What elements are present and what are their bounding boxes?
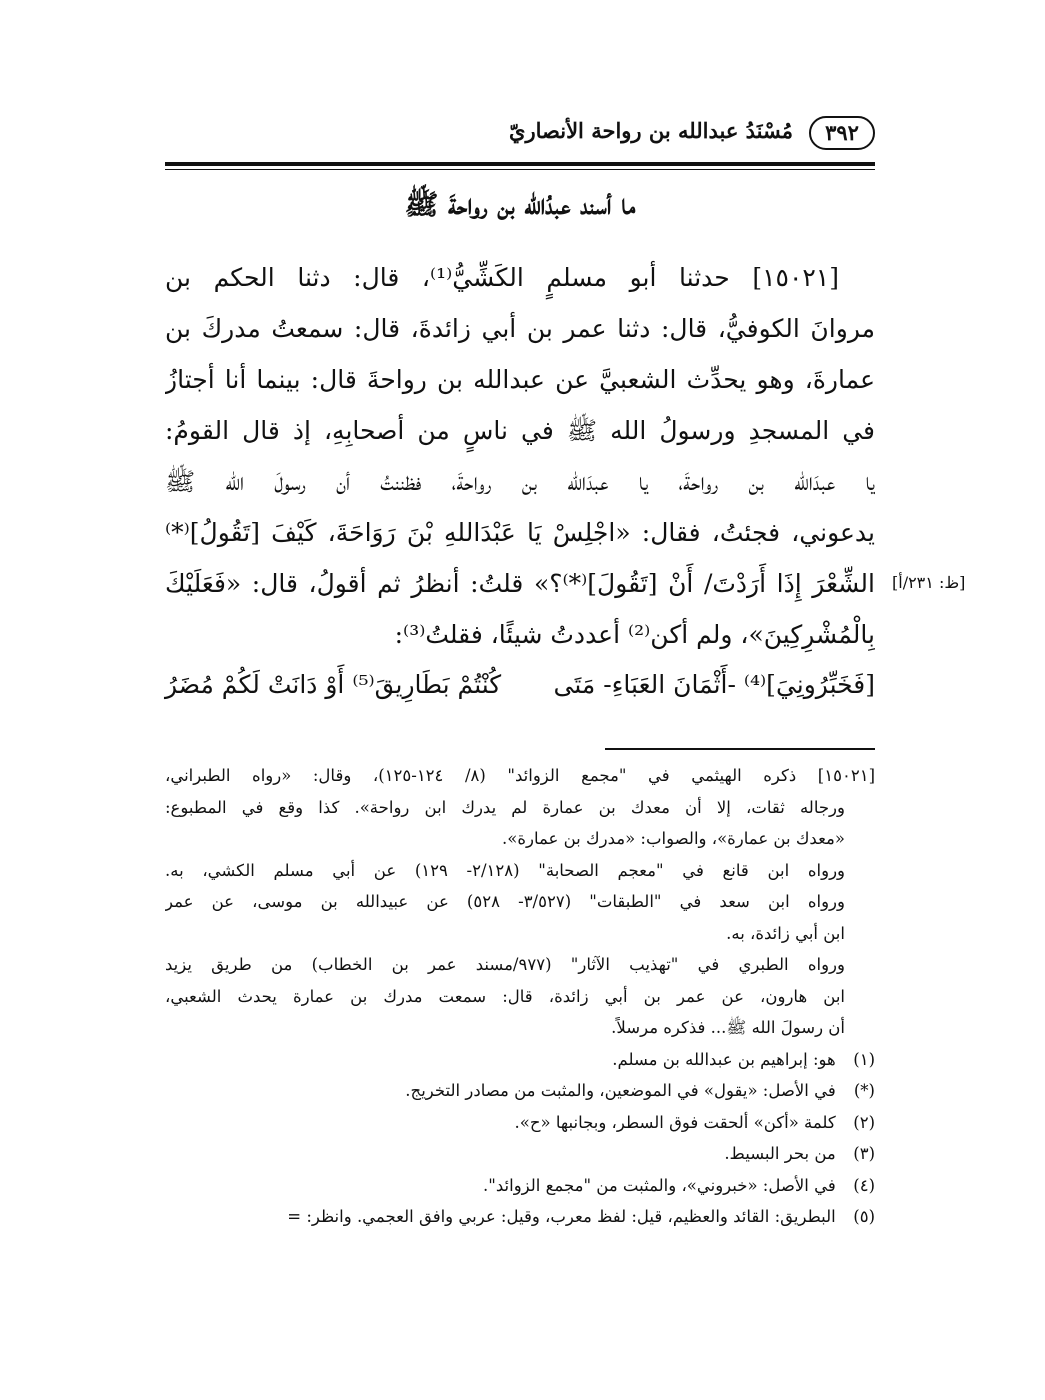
verse-hemistich-second: كُنْتُمْ بَطَارِيقَ⁽⁵⁾ أَوْ دَانَتْ لَكُمْ مُضَرُ [165,670,502,699]
numbered-note [165,1140,875,1172]
footnote-line: [١٥٠٢١] ذكره الهيثمي في "مجمع الزوائد" (٨/ ١٢٤-١٢٥)، وقال: «رواه الطبراني، [165,766,875,785]
note-number: (١) [853,1049,875,1069]
text-line: مروانَ الكوفيُّ، قال: دثنا عمر بن أبي زائدةَ، قال: سمعتُ مدركَ بن [165,314,875,343]
main-text [165,256,875,664]
header-rule-thick [165,162,875,166]
footnote-line: «معدك بن عمارة»، والصواب: «مدرك بن عمارة». [502,829,845,848]
note-text: في الأصل: «خبروني»، والمثبت من "مجمع الزوائد". [483,1175,836,1195]
manuscript-folio-note: [ظ: ٢٣١/أ] [892,573,966,592]
note-number: (٥) [853,1207,875,1226]
footnote-line: ورجاله ثقات، إلا أن معدك بن عمارة لم يدرك ابن رواحة». كذا وقع في المطبوع: [165,797,845,817]
text-line: عمارةَ، وهو يحدِّث الشعبيَّ عن عبدالله بن رواحةَ قال: بينما أنا أجتازُ [165,365,875,394]
numbered-note [165,1109,875,1141]
verse-hemistich-first: [فَخَبِّرُونِيَ]⁽⁴⁾ -أَثْمَانَ العَبَاءِ- مَتَى [553,670,875,699]
note-text: من بحر البسيط. [724,1144,836,1163]
footnote-line: ورواه الطبري في "تهذيب الآثار" (٩٧٧/مسند عمر بن الخطاب) من طريق يزيد [165,955,845,974]
poetry-verse [165,663,875,707]
note-number: (٤) [853,1175,875,1195]
header-rule-thin [165,169,875,170]
note-text: في الأصل: «يقول» في الموضعين، والمثبت من مصادر التخريج. [405,1081,836,1100]
text-line: في المسجدِ ورسولُ الله ﷺ في ناسٍ من أصحابِهِ، إذ قال القومُ: [165,416,875,445]
page-header [165,112,875,152]
running-title: مُسْنَدُ عبدالله بن رواحة الأنصاريّ [509,118,793,143]
footnotes [165,762,875,1235]
note-text: هو: إبراهيم بن عبدالله بن مسلم. [612,1049,836,1069]
numbered-note [165,1077,875,1109]
footnote-line: أن رسولَ الله ﷺ... فذكره مرسلاً. [611,1018,845,1037]
footnote-line: ورواه ابن قانع في "معجم الصحابة" (٢/١٢٨- ١٢٩) عن أبي مسلم الكشي، به. [165,860,846,880]
note-text: كلمة «أكن» ألحقت فوق السطر، وبجانبها «ح». [514,1112,836,1132]
section-title: ما أسند عبدُالله بن رواحةَ ﷺ [404,188,636,221]
footnote-line: ابن هارون، عن عمر بن أبي زائدة، قال: سمعت مدرك بن عمارة يحدث الشعبي، [165,986,845,1006]
text-line: [١٥٠٢١] حدثنا أبو مسلمٍ الكَشِّيُّ⁽¹⁾، قال: دثنا الحكم بن [165,263,839,292]
text-line: الشِّعْرَ إِذَا أَرَدْتَ/ أَنْ [تَقُولَ]⁽*⁾؟» قلتُ: أنظرُ ثم أقولُ، قال: «فَعَلَيْكَ [165,569,875,598]
note-number: (٢) [853,1112,875,1132]
footnote-separator [605,748,875,750]
note-number: (*) [853,1081,875,1100]
footnote-line: ابن أبي زائدة، به. [726,923,845,943]
page-number: ٣٩٢ [809,116,875,150]
numbered-note [165,1203,875,1235]
text-line: يا عبدَالله بن رواحةَ، يا عبدَالله بن رواحةَ، فظننتُ أن رسولَ الله ﷺ [165,467,875,496]
text-line: بِالْمُشْرِكِينَ»، ولم أكن⁽²⁾ أعددتُ شيئًا، فقلتُ⁽³⁾: [394,620,875,649]
note-number: (٣) [853,1144,875,1163]
footnote-line: ورواه ابن سعد في "الطبقات" (٣/٥٢٧- ٥٢٨) عن عبيدالله بن موسى، عن عمر [165,892,845,911]
note-text: البطريق: القائد والعظيم، قيل: لفظ معرب، وقيل: عربي وافق العجمي. وانظر: = [287,1207,836,1226]
text-line: يدعوني، فجئتُ، فقال: «اجْلِسْ يَا عَبْدَاللهِ بْنَ رَوَاحَةَ، كَيْفَ [تَقُولُ]⁽*⁾ [165,518,875,547]
numbered-note [165,1046,875,1078]
numbered-note [165,1172,875,1204]
